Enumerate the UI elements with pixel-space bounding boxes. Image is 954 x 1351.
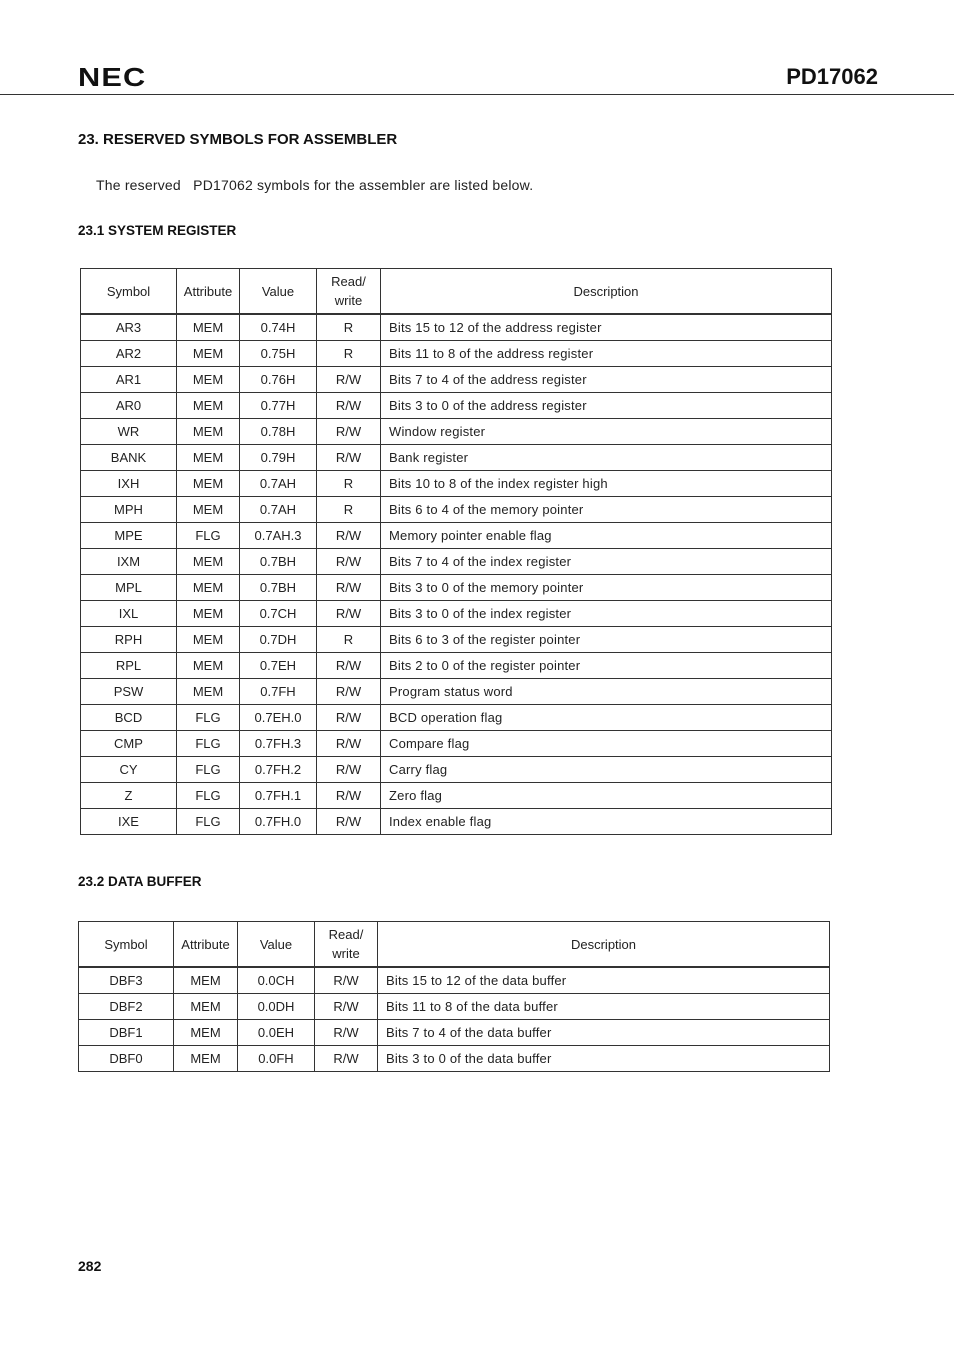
table-row (81, 757, 832, 783)
section-title: 23. RESERVED SYMBOLS FOR ASSEMBLER (78, 131, 398, 148)
table-row (81, 419, 832, 445)
col-header-write: write (332, 946, 360, 961)
symbol-cell: AR2 (81, 341, 177, 367)
value-cell: 0.7FH.1 (240, 783, 317, 809)
col-header-read-write (317, 269, 381, 315)
read-write-cell: R/W (315, 1020, 378, 1046)
value-cell: 0.0EH (238, 1020, 315, 1046)
read-write-cell: R/W (317, 549, 381, 575)
data-buffer-table (78, 921, 830, 1072)
description-cell: Index enable flag (381, 809, 832, 835)
table-row (81, 367, 832, 393)
symbol-cell: MPH (81, 497, 177, 523)
col-header-attribute: Attribute (177, 269, 240, 315)
value-cell: 0.75H (240, 341, 317, 367)
table-row (81, 314, 832, 341)
value-cell: 0.76H (240, 367, 317, 393)
read-write-cell: R/W (317, 679, 381, 705)
symbol-cell: RPL (81, 653, 177, 679)
symbol-cell: BANK (81, 445, 177, 471)
description-cell: Bits 2 to 0 of the register pointer (381, 653, 832, 679)
table-row (81, 393, 832, 419)
read-write-cell: R/W (317, 783, 381, 809)
table-row (81, 809, 832, 835)
table-row (81, 601, 832, 627)
value-cell: 0.7AH.3 (240, 523, 317, 549)
value-cell: 0.7EH (240, 653, 317, 679)
value-cell: 0.7FH.2 (240, 757, 317, 783)
value-cell: 0.7BH (240, 549, 317, 575)
system-register-body (81, 314, 832, 835)
read-write-cell: R (317, 627, 381, 653)
read-write-cell: R/W (317, 601, 381, 627)
table-row (81, 497, 832, 523)
table-row (81, 679, 832, 705)
attribute-cell: MEM (177, 419, 240, 445)
symbol-cell: IXM (81, 549, 177, 575)
table-row (81, 783, 832, 809)
attribute-cell: MEM (177, 314, 240, 341)
value-cell: 0.7FH.0 (240, 809, 317, 835)
data-buffer-body (79, 967, 830, 1072)
symbol-cell: DBF1 (79, 1020, 174, 1046)
description-cell: Bits 11 to 8 of the data buffer (378, 994, 830, 1020)
table-row (79, 967, 830, 994)
table-row (79, 1020, 830, 1046)
symbol-cell: AR3 (81, 314, 177, 341)
attribute-cell: MEM (177, 679, 240, 705)
read-write-cell: R/W (317, 445, 381, 471)
attribute-cell: MEM (174, 1020, 238, 1046)
col-header-value: Value (240, 269, 317, 315)
description-cell: Compare flag (381, 731, 832, 757)
table-row (81, 575, 832, 601)
symbol-cell: CMP (81, 731, 177, 757)
symbol-cell: IXL (81, 601, 177, 627)
symbol-cell: DBF2 (79, 994, 174, 1020)
attribute-cell: MEM (177, 497, 240, 523)
value-cell: 0.78H (240, 419, 317, 445)
description-cell: Program status word (381, 679, 832, 705)
col-header-attribute: Attribute (174, 922, 238, 968)
value-cell: 0.77H (240, 393, 317, 419)
attribute-cell: MEM (177, 393, 240, 419)
header-divider (0, 94, 954, 95)
attribute-cell: MEM (174, 967, 238, 994)
attribute-cell: MEM (177, 367, 240, 393)
attribute-cell: MEM (174, 1046, 238, 1072)
symbol-cell: BCD (81, 705, 177, 731)
data-buffer-title: 23.2 DATA BUFFER (78, 874, 202, 889)
document-id: PD17062 (786, 64, 878, 89)
description-cell: Bits 15 to 12 of the address register (381, 314, 832, 341)
table-row (81, 705, 832, 731)
table-row (81, 471, 832, 497)
value-cell: 0.7AH (240, 497, 317, 523)
description-cell: Memory pointer enable flag (381, 523, 832, 549)
read-write-cell: R/W (317, 653, 381, 679)
description-cell: Bits 3 to 0 of the memory pointer (381, 575, 832, 601)
attribute-cell: FLG (177, 757, 240, 783)
read-write-cell: R/W (315, 967, 378, 994)
read-write-cell: R/W (317, 393, 381, 419)
read-write-cell: R/W (317, 705, 381, 731)
value-cell: 0.0DH (238, 994, 315, 1020)
attribute-cell: FLG (177, 705, 240, 731)
attribute-cell: MEM (177, 627, 240, 653)
description-cell: Bits 7 to 4 of the address register (381, 367, 832, 393)
col-header-symbol: Symbol (79, 922, 174, 968)
description-cell: Bits 15 to 12 of the data buffer (378, 967, 830, 994)
description-cell: Bits 3 to 0 of the data buffer (378, 1046, 830, 1072)
description-cell: Bits 3 to 0 of the index register (381, 601, 832, 627)
read-write-cell: R (317, 341, 381, 367)
description-cell: Bits 7 to 4 of the data buffer (378, 1020, 830, 1046)
description-cell: Bits 10 to 8 of the index register high (381, 471, 832, 497)
table-header-row (79, 922, 830, 968)
value-cell: 0.0FH (238, 1046, 315, 1072)
value-cell: 0.7BH (240, 575, 317, 601)
symbol-cell: RPH (81, 627, 177, 653)
symbol-cell: IXE (81, 809, 177, 835)
col-header-symbol: Symbol (81, 269, 177, 315)
attribute-cell: MEM (177, 471, 240, 497)
page-number: 282 (78, 1258, 102, 1274)
attribute-cell: MEM (177, 341, 240, 367)
read-write-cell: R/W (317, 757, 381, 783)
value-cell: 0.7CH (240, 601, 317, 627)
col-header-read-write (315, 922, 378, 968)
description-cell: Bits 6 to 3 of the register pointer (381, 627, 832, 653)
system-register-table (80, 268, 832, 835)
description-cell: Bits 11 to 8 of the address register (381, 341, 832, 367)
attribute-cell: MEM (177, 549, 240, 575)
read-write-cell: R/W (315, 1046, 378, 1072)
value-cell: 0.7EH.0 (240, 705, 317, 731)
symbol-cell: DBF3 (79, 967, 174, 994)
attribute-cell: FLG (177, 523, 240, 549)
attribute-cell: MEM (177, 601, 240, 627)
attribute-cell: FLG (177, 731, 240, 757)
table-row (81, 549, 832, 575)
attribute-cell: MEM (177, 653, 240, 679)
table-row (81, 731, 832, 757)
symbol-cell: MPL (81, 575, 177, 601)
read-write-cell: R/W (317, 367, 381, 393)
symbol-cell: IXH (81, 471, 177, 497)
symbol-cell: WR (81, 419, 177, 445)
col-header-read: Read/ (328, 927, 364, 942)
value-cell: 0.74H (240, 314, 317, 341)
attribute-cell: MEM (177, 445, 240, 471)
value-cell: 0.7FH (240, 679, 317, 705)
table-row (79, 1046, 830, 1072)
attribute-cell: MEM (174, 994, 238, 1020)
value-cell: 0.7FH.3 (240, 731, 317, 757)
attribute-cell: MEM (177, 575, 240, 601)
read-write-cell: R/W (317, 731, 381, 757)
description-cell: Window register (381, 419, 832, 445)
table-row (81, 341, 832, 367)
col-header-description: Description (378, 922, 830, 968)
read-write-cell: R/W (317, 523, 381, 549)
read-write-cell: R/W (317, 809, 381, 835)
value-cell: 0.7AH (240, 471, 317, 497)
nec-logo: NEC (78, 62, 147, 92)
table-row (81, 653, 832, 679)
system-register-title: 23.1 SYSTEM REGISTER (78, 223, 237, 238)
table-row (79, 994, 830, 1020)
description-cell: Bits 6 to 4 of the memory pointer (381, 497, 832, 523)
intro-text: The reserved PD17062 symbols for the assembler are listed below. (96, 177, 534, 193)
read-write-cell: R (317, 314, 381, 341)
symbol-cell: CY (81, 757, 177, 783)
attribute-cell: FLG (177, 783, 240, 809)
symbol-cell: AR0 (81, 393, 177, 419)
description-cell: Carry flag (381, 757, 832, 783)
description-cell: Bits 3 to 0 of the address register (381, 393, 832, 419)
read-write-cell: R (317, 497, 381, 523)
col-header-value: Value (238, 922, 315, 968)
symbol-cell: DBF0 (79, 1046, 174, 1072)
read-write-cell: R/W (317, 575, 381, 601)
description-cell: Bank register (381, 445, 832, 471)
read-write-cell: R (317, 471, 381, 497)
col-header-write: write (334, 293, 363, 308)
description-cell: Bits 7 to 4 of the index register (381, 549, 832, 575)
value-cell: 0.79H (240, 445, 317, 471)
symbol-cell: AR1 (81, 367, 177, 393)
value-cell: 0.0CH (238, 967, 315, 994)
value-cell: 0.7DH (240, 627, 317, 653)
description-cell: Zero flag (381, 783, 832, 809)
read-write-cell: R/W (315, 994, 378, 1020)
description-cell: BCD operation flag (381, 705, 832, 731)
read-write-cell: R/W (317, 419, 381, 445)
table-row (81, 445, 832, 471)
attribute-cell: FLG (177, 809, 240, 835)
table-header-row (81, 269, 832, 315)
table-row (81, 523, 832, 549)
col-header-description: Description (381, 269, 832, 315)
symbol-cell: Z (81, 783, 177, 809)
table-row (81, 627, 832, 653)
symbol-cell: MPE (81, 523, 177, 549)
col-header-read: Read/ (331, 274, 366, 289)
symbol-cell: PSW (81, 679, 177, 705)
